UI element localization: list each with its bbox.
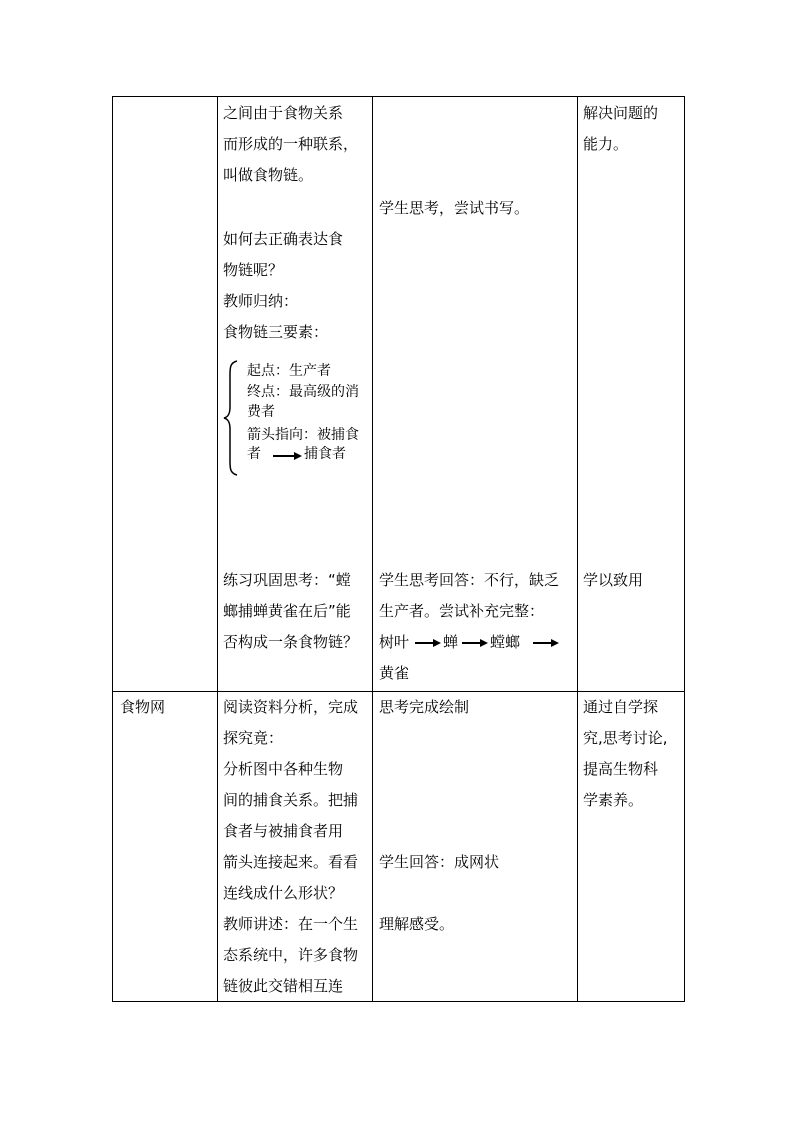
teacher-text-line: 连线成什么形状？ bbox=[223, 884, 344, 902]
brace-item: 终点：最高级的消 bbox=[247, 384, 359, 400]
teacher-text-line: 物链呢？ bbox=[223, 261, 284, 279]
student-text-line: 学生回答：成网状 bbox=[379, 853, 500, 871]
goal-text-line: 提高生物科 bbox=[583, 760, 659, 778]
teacher-text-line: 阅读资料分析，完成 bbox=[223, 698, 359, 716]
practice-text-line: 练习巩固思考：“螳 bbox=[223, 571, 351, 589]
arrow-right-icon bbox=[462, 642, 481, 644]
goal-text-line: 究,思考讨论, bbox=[583, 729, 668, 747]
column-divider bbox=[217, 97, 218, 1001]
column-divider bbox=[577, 97, 578, 1001]
teacher-text-line: 而形成的一种联系， bbox=[223, 135, 359, 153]
teacher-text-line: 箭头连接起来。看看 bbox=[223, 853, 359, 871]
brace-item: 箭头指向：被捕食 bbox=[247, 427, 359, 443]
teacher-text-line: 教师归纳： bbox=[223, 292, 299, 310]
chain-organism: 黄雀 bbox=[379, 664, 410, 682]
chain-organism: 蝉 bbox=[443, 633, 459, 651]
topic-label: 食物网 bbox=[120, 698, 166, 716]
lesson-table bbox=[112, 96, 685, 1002]
chain-organism: 螳螂 bbox=[490, 633, 521, 651]
teacher-text-line: 食者与被捕食者用 bbox=[223, 822, 344, 840]
student-text-line: 学生思考，尝试书写。 bbox=[379, 199, 530, 217]
curly-brace-icon bbox=[223, 359, 239, 477]
teacher-text-line: 链彼此交错相互连 bbox=[223, 977, 344, 995]
brace-item: 捕食者 bbox=[304, 446, 346, 462]
teacher-text-line: 食物链三要素： bbox=[223, 323, 329, 341]
column-divider bbox=[372, 97, 373, 1001]
brace-item: 费者 bbox=[247, 404, 275, 420]
practice-text-line: 否构成一条食物链？ bbox=[223, 633, 359, 651]
student-text-line: 思考完成绘制 bbox=[379, 698, 470, 716]
teacher-text-line: 态系统中，许多食物 bbox=[223, 946, 359, 964]
teacher-text-line: 分析图中各种生物 bbox=[223, 760, 344, 778]
teacher-text-line: 探究竟： bbox=[223, 729, 284, 747]
row-divider bbox=[113, 691, 684, 692]
arrow-right-icon bbox=[273, 455, 295, 457]
arrow-right-icon bbox=[533, 642, 552, 644]
arrow-right-icon bbox=[415, 642, 434, 644]
student-text-line: 学生思考回答：不行，缺乏 bbox=[379, 571, 560, 589]
teacher-text-line: 叫做食物链。 bbox=[223, 166, 314, 184]
student-text-line: 生产者。尝试补充完整： bbox=[379, 602, 545, 620]
goal-text-line: 学素养。 bbox=[583, 791, 644, 809]
practice-text-line: 螂捕蝉黄雀在后”能 bbox=[223, 602, 351, 620]
goal-text-line: 通过自学探 bbox=[583, 698, 659, 716]
goal-text-line: 能力。 bbox=[583, 135, 629, 153]
teacher-text-line: 如何去正确表达食 bbox=[223, 230, 344, 248]
student-text-line: 理解感受。 bbox=[379, 915, 455, 933]
teacher-text-line: 间的捕食关系。把捕 bbox=[223, 791, 359, 809]
teacher-text-line: 之间由于食物关系 bbox=[223, 104, 344, 122]
brace-item: 起点：生产者 bbox=[247, 363, 331, 379]
brace-item: 者 bbox=[247, 446, 261, 462]
chain-organism: 树叶 bbox=[379, 633, 410, 651]
teacher-text-line: 教师讲述：在一个生 bbox=[223, 915, 359, 933]
goal-text-line: 学以致用 bbox=[583, 571, 644, 589]
goal-text-line: 解决问题的 bbox=[583, 104, 659, 122]
